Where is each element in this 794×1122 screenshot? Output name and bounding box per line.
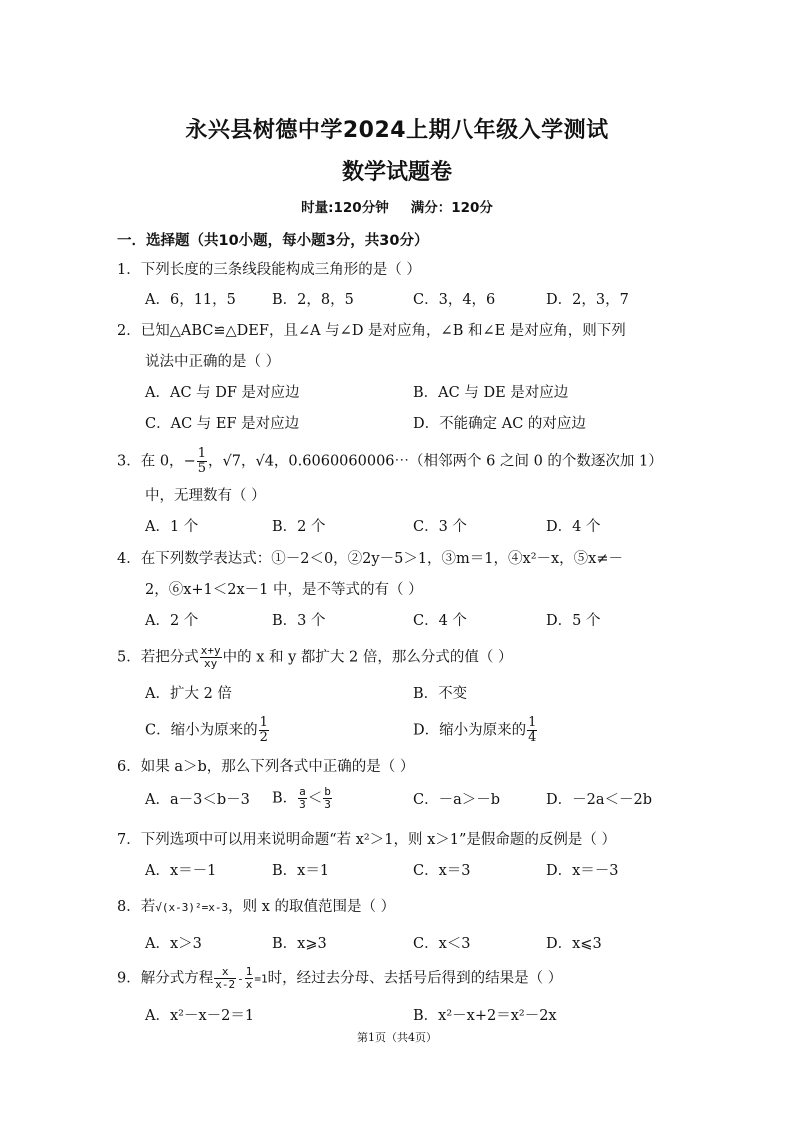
q2-option-b: B．AC 与 DE 是对应边 bbox=[413, 385, 569, 401]
q7-option-b: B．x＝1 bbox=[272, 863, 330, 879]
question-9-stem: 9．解分式方程 $\frac{x}{x-2}$ - $\frac{1}{x}$ =1时，经过去分母、去括号后得到的结果是（ ） bbox=[117, 965, 563, 991]
q1-option-b: B．2，8，5 bbox=[272, 292, 354, 308]
q3-option-c: C．3 个 bbox=[413, 519, 467, 535]
q6-option-d: D．－2a＜－2b bbox=[546, 792, 653, 808]
fraction: $\frac{a}{3}$ bbox=[299, 785, 306, 811]
exam-subtitle: 数学试题卷 bbox=[341, 160, 452, 185]
q6-option-b: B． $\frac{a}{3}$ ＜ $\frac{b}{3}$ bbox=[272, 785, 331, 811]
full-score: 满分：120分 bbox=[410, 200, 493, 216]
fraction: $\frac{1}{x}$ bbox=[245, 965, 253, 991]
q8-option-b: B．x⩾3 bbox=[272, 936, 327, 952]
question-7-stem: 7．下列选项中可以用来说明命题“若 x²＞1，则 x＞1”是假命题的反例是（ ） bbox=[117, 832, 616, 848]
q7-option-d: D．x＝－3 bbox=[546, 863, 619, 879]
q3-option-a: A．1 个 bbox=[145, 519, 199, 535]
fraction: $\frac{x}{x-2}$ bbox=[215, 965, 236, 991]
page-footer: 第1页（共4页） bbox=[357, 1031, 437, 1044]
question-4-stem-cont: 2，⑥x+1＜2x－1 中，是不等式的有（ ） bbox=[145, 582, 423, 598]
question-3-stem-cont: 中，无理数有（ ） bbox=[145, 488, 266, 504]
question-4-stem: 4．在下列数学表达式：①－2＜0，②2y－5＞1，③m＝1，④x²－x，⑤x≠－ bbox=[117, 551, 624, 567]
q3-option-b: B．2 个 bbox=[272, 519, 326, 535]
question-2-stem: 2．已知△ABC≌△DEF，且∠A 与∠D 是对应角，∠B 和∠E 是对应角，则下列 bbox=[117, 323, 626, 339]
question-6-stem: 6．如果 a＞b，那么下列各式中正确的是（ ） bbox=[117, 759, 415, 775]
q1-option-d: D．2，3，7 bbox=[546, 292, 629, 308]
q1-option-a: A．6，11，5 bbox=[145, 292, 236, 308]
q7-option-a: A．x＝－1 bbox=[145, 863, 217, 879]
question-1-stem: 1．下列长度的三条线段能构成三角形的是（ ） bbox=[117, 262, 421, 278]
fraction: $\frac{1}{2}$ bbox=[259, 715, 268, 745]
q2-option-a: A．AC 与 DF 是对应边 bbox=[145, 385, 300, 401]
time-limit: 时量:120分钟 bbox=[301, 200, 389, 216]
q4-option-d: D．5 个 bbox=[546, 613, 601, 629]
q4-option-a: A．2 个 bbox=[145, 613, 199, 629]
q5-option-c: C．缩小为原来的 $\frac{1}{2}$ bbox=[145, 715, 268, 745]
q4-option-c: C．4 个 bbox=[413, 613, 467, 629]
q8-option-a: A．x＞3 bbox=[145, 936, 202, 952]
q6-option-a: A．a－3＜b－3 bbox=[145, 792, 250, 808]
q1-option-c: C．3，4，6 bbox=[413, 292, 496, 308]
question-5-stem: 5．若把分式 $\frac{x+y}{xy}$ 中的 x 和 y 都扩大 2 倍，那么分式的值（ ） bbox=[117, 644, 513, 670]
fraction: $\frac{x+y}{xy}$ bbox=[200, 644, 221, 670]
fraction: $\frac{1}{4}$ bbox=[528, 715, 537, 745]
q6-option-c: C．－a＞－b bbox=[413, 792, 501, 808]
q4-option-b: B．3 个 bbox=[272, 613, 326, 629]
question-2-stem-cont: 说法中正确的是（ ） bbox=[145, 354, 281, 370]
fraction: $\frac{1}{5}$ bbox=[197, 446, 206, 476]
q5-option-b: B．不变 bbox=[413, 686, 468, 702]
q8-option-d: D．x⩽3 bbox=[546, 936, 602, 952]
q7-option-c: C．x＝3 bbox=[413, 863, 471, 879]
radical-expression: √(x-3)²=x-3 bbox=[155, 901, 229, 914]
q3-option-d: D．4 个 bbox=[546, 519, 601, 535]
q5-option-a: A．扩大 2 倍 bbox=[145, 686, 232, 702]
q9-option-a: A．x²－x－2＝1 bbox=[145, 1008, 255, 1024]
q2-option-d: D．不能确定 AC 的对应边 bbox=[413, 416, 586, 432]
question-3-stem: 3．在 0，− $\frac{1}{5}$ ，√7，√4，0.6060060006⋯（相邻两个 6 之间 0 的个数逐次加 1） bbox=[117, 446, 663, 476]
question-8-stem: 8．若√(x-3)²=x-3，则 x 的取值范围是（ ） bbox=[117, 899, 396, 915]
q2-option-c: C．AC 与 EF 是对应边 bbox=[145, 416, 300, 432]
exam-meta bbox=[0, 196, 794, 216]
section-heading: 一．选择题（共10小题，每小题3分，共30分） bbox=[117, 233, 429, 249]
q5-option-d: D．缩小为原来的 $\frac{1}{4}$ bbox=[413, 715, 537, 745]
exam-title: 永兴县树德中学2024上期八年级入学测试 bbox=[185, 118, 609, 143]
q9-option-b: B．x²－x+2＝x²－2x bbox=[413, 1008, 557, 1024]
fraction: $\frac{b}{3}$ bbox=[324, 785, 331, 811]
q8-option-c: C．x＜3 bbox=[413, 936, 471, 952]
